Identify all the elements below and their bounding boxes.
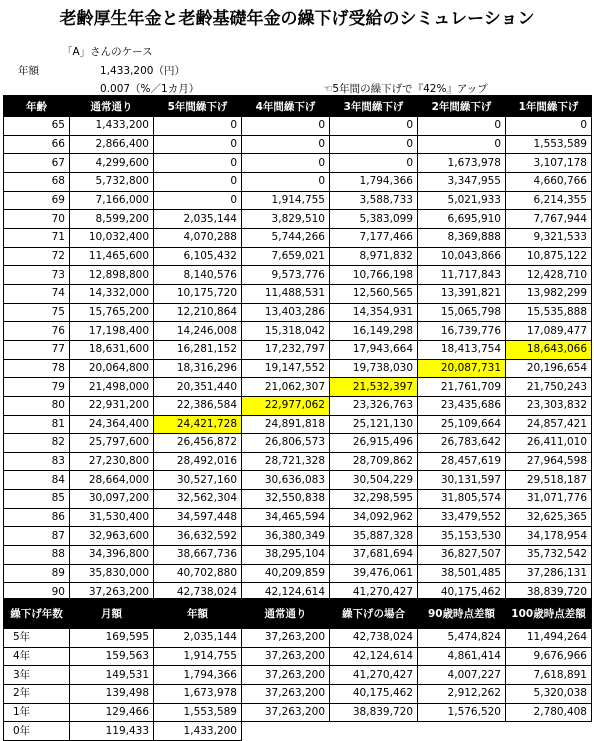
summary-amount-cell: 2,780,408 [506, 703, 592, 722]
amount-cell: 10,875,122 [506, 247, 592, 266]
amount-cell: 34,092,962 [330, 508, 418, 527]
amount-cell: 1,433,200 [70, 117, 154, 136]
amount-cell: 4,070,288 [154, 228, 242, 247]
table-row [4, 359, 592, 378]
amount-cell: 23,435,686 [418, 396, 506, 415]
amount-cell: 6,105,432 [154, 247, 242, 266]
table-row [4, 564, 592, 583]
amount-cell: 41,270,427 [330, 583, 418, 602]
amount-cell: 1,794,366 [330, 172, 418, 191]
amount-cell: 35,887,328 [330, 527, 418, 546]
amount-cell: 37,681,694 [330, 546, 418, 565]
amount-cell: 31,530,400 [70, 508, 154, 527]
amount-cell: 17,943,664 [330, 340, 418, 359]
summary-amount-cell: 1,433,200 [154, 722, 242, 741]
amount-cell: 18,631,600 [70, 340, 154, 359]
summary-row [4, 703, 592, 722]
amount-cell: 22,977,062 [242, 396, 330, 415]
amount-cell: 16,281,152 [154, 340, 242, 359]
amount-cell: 0 [242, 117, 330, 136]
amount-cell: 42,738,024 [154, 583, 242, 602]
amount-cell: 17,232,797 [242, 340, 330, 359]
col-header-diff-100: 100歳時点差額 [506, 599, 592, 629]
amount-cell: 35,732,542 [506, 546, 592, 565]
summary-row [4, 647, 592, 666]
summary-header-row [4, 599, 592, 629]
amount-cell: 28,492,016 [154, 452, 242, 471]
deferral-simulation-table [3, 95, 592, 602]
age-cell: 89 [4, 564, 70, 583]
amount-cell: 37,286,131 [506, 564, 592, 583]
summary-row [4, 684, 592, 703]
amount-cell: 34,396,800 [70, 546, 154, 565]
summary-amount-cell: 2,035,144 [154, 629, 242, 648]
amount-cell: 42,124,614 [242, 583, 330, 602]
amount-cell: 11,465,600 [70, 247, 154, 266]
amount-cell: 8,369,888 [418, 228, 506, 247]
amount-cell: 1,673,978 [418, 154, 506, 173]
table-row [4, 396, 592, 415]
amount-cell: 18,316,296 [154, 359, 242, 378]
col-header-deferral-years: 繰下げ年数 [4, 599, 70, 629]
summary-amount-cell: 4,007,227 [418, 666, 506, 685]
amount-cell: 6,695,910 [418, 210, 506, 229]
amount-cell: 3,347,955 [418, 172, 506, 191]
amount-cell: 21,761,709 [418, 378, 506, 397]
amount-cell: 12,210,864 [154, 303, 242, 322]
amount-cell: 28,664,000 [70, 471, 154, 490]
amount-cell: 18,413,754 [418, 340, 506, 359]
age-cell: 66 [4, 135, 70, 154]
summary-amount-cell: 37,263,200 [242, 629, 330, 648]
annual-amount-value: 1,433,200（円） [100, 65, 185, 77]
amount-cell: 38,295,104 [242, 546, 330, 565]
amount-cell: 34,597,448 [154, 508, 242, 527]
amount-cell: 8,971,832 [330, 247, 418, 266]
age-cell: 90 [4, 583, 70, 602]
amount-cell: 32,625,365 [506, 508, 592, 527]
deferral-years-cell: 5年 [4, 629, 70, 648]
amount-cell: 40,175,462 [418, 583, 506, 602]
summary-table [3, 598, 592, 741]
amount-cell: 38,667,736 [154, 546, 242, 565]
summary-amount-cell: 4,861,414 [418, 647, 506, 666]
amount-cell: 30,504,229 [330, 471, 418, 490]
summary-amount-cell [242, 722, 330, 741]
table-row [4, 117, 592, 136]
amount-cell: 15,535,888 [506, 303, 592, 322]
amount-cell: 21,498,000 [70, 378, 154, 397]
summary-amount-cell: 9,676,966 [506, 647, 592, 666]
amount-cell: 7,659,021 [242, 247, 330, 266]
amount-cell: 5,732,800 [70, 172, 154, 191]
age-cell: 68 [4, 172, 70, 191]
amount-cell: 33,479,552 [418, 508, 506, 527]
amount-cell: 15,318,042 [242, 322, 330, 341]
amount-cell: 26,783,642 [418, 434, 506, 453]
age-cell: 73 [4, 266, 70, 285]
deferral-years-cell: 0年 [4, 722, 70, 741]
amount-cell: 4,299,600 [70, 154, 154, 173]
amount-cell: 36,380,349 [242, 527, 330, 546]
col-header-1yr: 1年間繰下げ [506, 96, 592, 117]
amount-cell: 14,354,931 [330, 303, 418, 322]
amount-cell: 11,717,843 [418, 266, 506, 285]
amount-cell: 37,263,200 [70, 583, 154, 602]
amount-cell: 36,827,507 [418, 546, 506, 565]
table-row [4, 378, 592, 397]
table-row [4, 154, 592, 173]
amount-cell: 0 [330, 117, 418, 136]
summary-amount-cell: 1,673,978 [154, 684, 242, 703]
summary-amount-cell: 37,263,200 [242, 666, 330, 685]
amount-cell: 6,214,355 [506, 191, 592, 210]
age-cell: 71 [4, 228, 70, 247]
amount-cell: 22,386,584 [154, 396, 242, 415]
amount-cell: 2,866,400 [70, 135, 154, 154]
table-row [4, 303, 592, 322]
amount-cell: 26,915,496 [330, 434, 418, 453]
amount-cell: 36,632,592 [154, 527, 242, 546]
amount-cell: 7,767,944 [506, 210, 592, 229]
amount-cell: 0 [418, 117, 506, 136]
amount-cell: 0 [330, 135, 418, 154]
annual-amount-label: 年額 [18, 65, 39, 77]
amount-cell: 0 [242, 135, 330, 154]
amount-cell: 10,032,400 [70, 228, 154, 247]
amount-cell: 16,739,776 [418, 322, 506, 341]
summary-amount-cell: 5,320,038 [506, 684, 592, 703]
col-header-4yr: 4年間繰下げ [242, 96, 330, 117]
summary-amount-cell: 37,263,200 [242, 647, 330, 666]
summary-row [4, 666, 592, 685]
amount-cell: 14,332,000 [70, 284, 154, 303]
summary-amount-cell: 169,595 [70, 629, 154, 648]
summary-amount-cell: 40,175,462 [330, 684, 418, 703]
col-header-diff-90: 90歳時点差額 [418, 599, 506, 629]
monthly-rate: 0.007（%／1カ月） [100, 83, 200, 95]
summary-amount-cell: 42,738,024 [330, 629, 418, 648]
amount-cell: 34,465,594 [242, 508, 330, 527]
col-header-normal-total: 通常通り [242, 599, 330, 629]
table-row [4, 471, 592, 490]
amount-cell: 1,553,589 [506, 135, 592, 154]
age-cell: 88 [4, 546, 70, 565]
case-label: 「A」さんのケース [62, 46, 153, 58]
age-cell: 75 [4, 303, 70, 322]
summary-amount-cell: 1,576,520 [418, 703, 506, 722]
amount-cell: 30,131,597 [418, 471, 506, 490]
age-cell: 86 [4, 508, 70, 527]
amount-cell: 31,071,776 [506, 490, 592, 509]
amount-cell: 32,963,600 [70, 527, 154, 546]
col-header-monthly: 月額 [70, 599, 154, 629]
col-header-normal: 通常通り [70, 96, 154, 117]
summary-row [4, 722, 592, 741]
amount-cell: 28,721,328 [242, 452, 330, 471]
amount-cell: 25,797,600 [70, 434, 154, 453]
summary-amount-cell: 11,494,264 [506, 629, 592, 648]
amount-cell: 0 [330, 154, 418, 173]
amount-cell: 28,709,862 [330, 452, 418, 471]
age-cell: 67 [4, 154, 70, 173]
amount-cell: 10,175,720 [154, 284, 242, 303]
age-cell: 69 [4, 191, 70, 210]
amount-cell: 35,153,530 [418, 527, 506, 546]
summary-amount-cell: 1,794,366 [154, 666, 242, 685]
amount-cell: 24,857,421 [506, 415, 592, 434]
amount-cell: 17,089,477 [506, 322, 592, 341]
amount-cell: 25,121,130 [330, 415, 418, 434]
amount-cell: 5,744,266 [242, 228, 330, 247]
table-row [4, 191, 592, 210]
table-row [4, 228, 592, 247]
amount-cell: 0 [242, 172, 330, 191]
col-header-2yr: 2年間繰下げ [418, 96, 506, 117]
amount-cell: 26,411,010 [506, 434, 592, 453]
amount-cell: 20,087,731 [418, 359, 506, 378]
summary-amount-cell: 37,263,200 [242, 684, 330, 703]
age-cell: 85 [4, 490, 70, 509]
amount-cell: 13,391,821 [418, 284, 506, 303]
deferral-years-cell: 4年 [4, 647, 70, 666]
amount-cell: 26,456,872 [154, 434, 242, 453]
age-cell: 87 [4, 527, 70, 546]
amount-cell: 31,805,574 [418, 490, 506, 509]
amount-cell: 17,198,400 [70, 322, 154, 341]
deferral-years-cell: 1年 [4, 703, 70, 722]
amount-cell: 9,573,776 [242, 266, 330, 285]
amount-cell: 15,065,798 [418, 303, 506, 322]
table-row [4, 508, 592, 527]
amount-cell: 25,109,664 [418, 415, 506, 434]
age-cell: 83 [4, 452, 70, 471]
amount-cell: 30,527,160 [154, 471, 242, 490]
table-row [4, 490, 592, 509]
amount-cell: 12,428,710 [506, 266, 592, 285]
summary-amount-cell: 38,839,720 [330, 703, 418, 722]
amount-cell: 23,303,832 [506, 396, 592, 415]
table-row [4, 340, 592, 359]
amount-cell: 21,532,397 [330, 378, 418, 397]
deferral-years-cell: 2年 [4, 684, 70, 703]
age-cell: 81 [4, 415, 70, 434]
table-row [4, 247, 592, 266]
table-row [4, 210, 592, 229]
amount-cell: 20,064,800 [70, 359, 154, 378]
amount-cell: 5,383,099 [330, 210, 418, 229]
summary-amount-cell [330, 722, 418, 741]
amount-cell: 12,560,565 [330, 284, 418, 303]
age-cell: 65 [4, 117, 70, 136]
amount-cell: 35,830,000 [70, 564, 154, 583]
table-row [4, 266, 592, 285]
amount-cell: 29,518,187 [506, 471, 592, 490]
amount-cell: 30,097,200 [70, 490, 154, 509]
amount-cell: 40,209,859 [242, 564, 330, 583]
summary-amount-cell: 5,474,824 [418, 629, 506, 648]
amount-cell: 0 [154, 191, 242, 210]
summary-amount-cell: 139,498 [70, 684, 154, 703]
amount-cell: 3,829,510 [242, 210, 330, 229]
amount-cell: 18,643,066 [506, 340, 592, 359]
amount-cell: 7,166,000 [70, 191, 154, 210]
amount-cell: 20,196,654 [506, 359, 592, 378]
table-row [4, 527, 592, 546]
amount-cell: 38,839,720 [506, 583, 592, 602]
amount-cell: 0 [154, 135, 242, 154]
table-row [4, 284, 592, 303]
increase-note: ☜5年間の繰下げで『42%』アップ [323, 83, 488, 95]
amount-cell: 0 [154, 154, 242, 173]
amount-cell: 15,765,200 [70, 303, 154, 322]
table-row [4, 135, 592, 154]
amount-cell: 32,562,304 [154, 490, 242, 509]
amount-cell: 11,488,531 [242, 284, 330, 303]
amount-cell: 0 [154, 117, 242, 136]
summary-amount-cell: 41,270,427 [330, 666, 418, 685]
amount-cell: 8,140,576 [154, 266, 242, 285]
summary-amount-cell: 119,433 [70, 722, 154, 741]
age-cell: 80 [4, 396, 70, 415]
amount-cell: 8,599,200 [70, 210, 154, 229]
amount-cell: 39,476,061 [330, 564, 418, 583]
table-row [4, 434, 592, 453]
amount-cell: 4,660,766 [506, 172, 592, 191]
amount-cell: 12,898,800 [70, 266, 154, 285]
summary-amount-cell: 159,563 [70, 647, 154, 666]
page-title: 老齢厚生年金と老齢基礎年金の繰下げ受給のシミュレーション [59, 9, 535, 29]
summary-amount-cell: 129,466 [70, 703, 154, 722]
age-cell: 79 [4, 378, 70, 397]
amount-cell: 14,246,008 [154, 322, 242, 341]
amount-cell: 34,178,954 [506, 527, 592, 546]
age-cell: 78 [4, 359, 70, 378]
summary-amount-cell: 7,618,891 [506, 666, 592, 685]
table-row [4, 415, 592, 434]
deferral-years-cell: 3年 [4, 666, 70, 685]
amount-cell: 30,636,083 [242, 471, 330, 490]
amount-cell: 24,364,400 [70, 415, 154, 434]
age-cell: 84 [4, 471, 70, 490]
summary-amount-cell: 1,553,589 [154, 703, 242, 722]
summary-amount-cell: 149,531 [70, 666, 154, 685]
amount-cell: 0 [154, 172, 242, 191]
col-header-3yr: 3年間繰下げ [330, 96, 418, 117]
amount-cell: 19,738,030 [330, 359, 418, 378]
amount-cell: 26,806,573 [242, 434, 330, 453]
amount-cell: 9,321,533 [506, 228, 592, 247]
amount-cell: 21,750,243 [506, 378, 592, 397]
summary-amount-cell [506, 722, 592, 741]
amount-cell: 2,035,144 [154, 210, 242, 229]
summary-amount-cell: 37,263,200 [242, 703, 330, 722]
amount-cell: 27,230,800 [70, 452, 154, 471]
age-cell: 70 [4, 210, 70, 229]
amount-cell: 24,421,728 [154, 415, 242, 434]
amount-cell: 28,457,619 [418, 452, 506, 471]
amount-cell: 13,403,286 [242, 303, 330, 322]
table-row [4, 322, 592, 341]
amount-cell: 0 [242, 154, 330, 173]
amount-cell: 3,588,733 [330, 191, 418, 210]
header-row [4, 96, 592, 117]
col-header-age: 年齢 [4, 96, 70, 117]
age-cell: 82 [4, 434, 70, 453]
amount-cell: 7,177,466 [330, 228, 418, 247]
amount-cell: 20,351,440 [154, 378, 242, 397]
summary-amount-cell: 2,912,262 [418, 684, 506, 703]
age-cell: 76 [4, 322, 70, 341]
amount-cell: 19,147,552 [242, 359, 330, 378]
summary-row [4, 629, 592, 648]
amount-cell: 3,107,178 [506, 154, 592, 173]
col-header-annual: 年額 [154, 599, 242, 629]
summary-amount-cell [418, 722, 506, 741]
amount-cell: 22,931,200 [70, 396, 154, 415]
amount-cell: 1,914,755 [242, 191, 330, 210]
amount-cell: 5,021,933 [418, 191, 506, 210]
amount-cell: 32,298,595 [330, 490, 418, 509]
amount-cell: 0 [506, 117, 592, 136]
table-row [4, 172, 592, 191]
col-header-deferred-total: 繰下げの場合 [330, 599, 418, 629]
amount-cell: 13,982,299 [506, 284, 592, 303]
amount-cell: 21,062,307 [242, 378, 330, 397]
col-header-5yr: 5年間繰下げ [154, 96, 242, 117]
amount-cell: 23,326,763 [330, 396, 418, 415]
amount-cell: 38,501,485 [418, 564, 506, 583]
amount-cell: 10,766,198 [330, 266, 418, 285]
age-cell: 77 [4, 340, 70, 359]
amount-cell: 27,964,598 [506, 452, 592, 471]
table-row [4, 546, 592, 565]
summary-amount-cell: 1,914,755 [154, 647, 242, 666]
table-row [4, 452, 592, 471]
amount-cell: 24,891,818 [242, 415, 330, 434]
amount-cell: 16,149,298 [330, 322, 418, 341]
age-cell: 72 [4, 247, 70, 266]
amount-cell: 32,550,838 [242, 490, 330, 509]
summary-amount-cell: 42,124,614 [330, 647, 418, 666]
amount-cell: 10,043,866 [418, 247, 506, 266]
amount-cell: 40,702,880 [154, 564, 242, 583]
age-cell: 74 [4, 284, 70, 303]
amount-cell: 0 [418, 135, 506, 154]
